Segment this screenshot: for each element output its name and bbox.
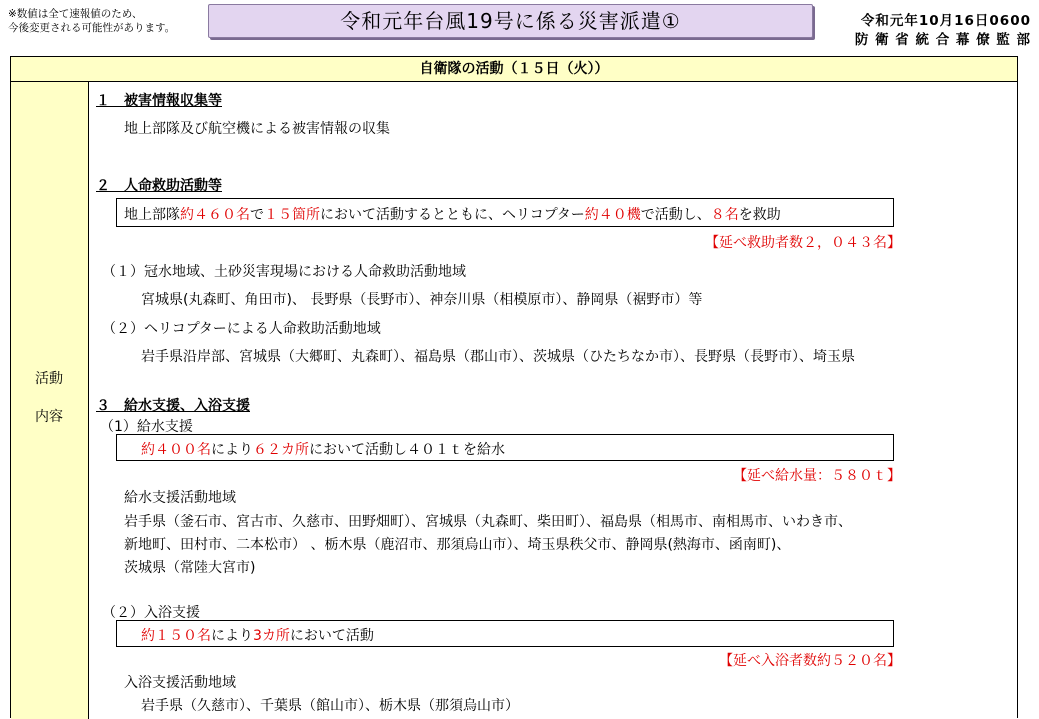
bath-area-line-1: 岩手県（久慈市）、千葉県（館山市）、栃木県（那須烏山市） bbox=[141, 698, 519, 714]
disclaimer-note-line1: ※数値は全て速報値のため、 bbox=[8, 8, 143, 20]
rescued-person-count: ８名 bbox=[710, 207, 739, 223]
rescue-summary-part: を救助 bbox=[738, 207, 781, 223]
water-total: 【延べ給水量：５８０ｔ】 bbox=[733, 468, 901, 484]
water-support-title: （1）給水支援 bbox=[100, 419, 193, 435]
section-1-heading: １ 被害情報収集等 bbox=[96, 93, 222, 109]
section-1-text: 地上部隊及び航空機による被害情報の収集 bbox=[124, 121, 390, 137]
water-area-title: 給水支援活動地域 bbox=[124, 490, 236, 506]
table-heading: 自衛隊の活動（１５日（火）） bbox=[11, 57, 1017, 82]
rescue-area-1-title: （１）冠水地域、土砂災害現場における人命救助活動地域 bbox=[102, 264, 466, 280]
section-2-heading: ２ 人命救助活動等 bbox=[96, 178, 222, 194]
water-personnel-count: 約４００名 bbox=[141, 442, 211, 458]
rescue-area-1-text: 宮城県(丸森町、角田市)、 長野県（長野市）、神奈川県（相模原市）、静岡県（裾野市）等 bbox=[141, 292, 703, 308]
bath-location-count: 3カ所 bbox=[253, 628, 290, 644]
water-area-line-1: 岩手県（釜石市、宮古市、久慈市、田野畑町）、宮城県（丸森町、柴田町）、福島県（相馬市、南相馬市、いわき市、 bbox=[124, 514, 852, 530]
bath-support-title: （２）入浴支援 bbox=[102, 605, 200, 621]
rescue-helicopter-count: 約４０機 bbox=[584, 207, 641, 223]
page-title: 令和元年台風19号に係る災害派遣① bbox=[208, 4, 813, 38]
water-summary-part: において活動し４０１ｔを給水 bbox=[309, 442, 505, 458]
water-area-line-2: 新地町、田村市、二本松市） 、栃木県（鹿沼市、那須烏山市）、埼玉県秩父市、静岡県(熱海市、函南町)、 bbox=[124, 537, 791, 553]
rescue-summary-part: で活動し、 bbox=[640, 207, 711, 223]
rescue-summary-part: において活動するとともに、ヘリコプター bbox=[320, 207, 585, 223]
rescue-location-count: １５箇所 bbox=[264, 207, 320, 223]
report-date: 令和元年10月16日0600 bbox=[860, 13, 1031, 29]
rescue-personnel-count: 約４６０名 bbox=[180, 207, 250, 223]
rescue-summary-part: で bbox=[250, 207, 264, 223]
bath-summary-part: により bbox=[211, 628, 253, 644]
section-3-heading: ３ 給水支援、入浴支援 bbox=[96, 398, 250, 414]
report-organization: 防 衛 省 統 合 幕 僚 監 部 bbox=[854, 32, 1031, 48]
water-summary-part: により bbox=[211, 442, 253, 458]
bath-area-title: 入浴支援活動地域 bbox=[124, 675, 236, 691]
water-summary-text bbox=[141, 439, 505, 459]
rescue-area-2-title: （２）ヘリコプターによる人命救助活動地域 bbox=[102, 321, 381, 337]
water-area-line-3: 茨城県（常陸大宮市) bbox=[124, 560, 256, 576]
rescue-summary-text bbox=[124, 204, 781, 224]
side-label-column bbox=[11, 82, 89, 719]
bath-summary-part: において活動 bbox=[289, 628, 374, 644]
side-label-activity: 活動 bbox=[35, 371, 63, 387]
rescue-summary-part: 地上部隊 bbox=[124, 207, 180, 223]
bath-total: 【延べ入浴者数約５２０名】 bbox=[719, 653, 901, 669]
bath-summary-text bbox=[141, 625, 374, 645]
rescue-area-2-text: 岩手県沿岸部、宮城県（大郷町、丸森町）、福島県（郡山市）、茨城県（ひたちなか市）、長野県（長野市）、埼玉県 bbox=[141, 349, 855, 365]
side-label-content: 内容 bbox=[35, 409, 63, 425]
bath-personnel-count: 約１５０名 bbox=[141, 628, 211, 644]
disclaimer-note-line2: 今後変更される可能性があります。 bbox=[8, 22, 176, 34]
water-location-count: ６２カ所 bbox=[253, 442, 309, 458]
rescue-total: 【延べ救助者数２，０４３名】 bbox=[705, 235, 901, 251]
